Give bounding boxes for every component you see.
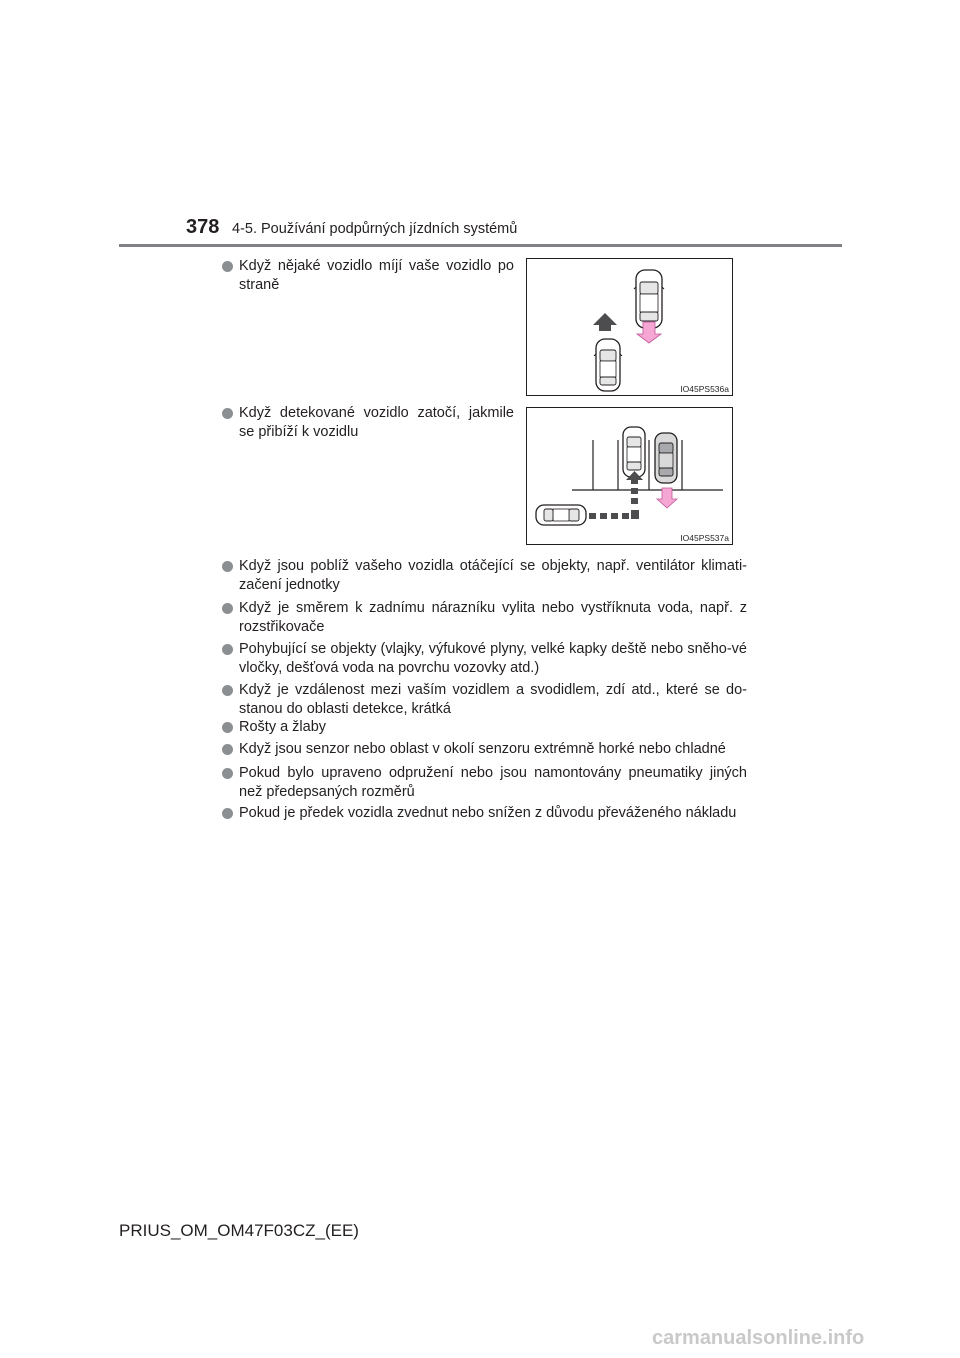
- bullet-icon: [222, 808, 233, 819]
- car-icon: [655, 433, 677, 483]
- bullet-icon: [222, 408, 233, 419]
- list-item: Když je vzdálenost mezi vaším vozidlem a svodidlem, zdí atd., které se do-stanou do oblasti detekce, krátká: [222, 681, 747, 721]
- list-item: Rošty a žlaby: [222, 718, 747, 738]
- car-icon: [594, 339, 622, 391]
- bullet-icon: [222, 685, 233, 696]
- figure-code: IO45PS536a: [680, 384, 729, 394]
- watermark: carmanualsonline.info: [652, 1327, 865, 1349]
- bullet-icon: [222, 603, 233, 614]
- car-icon: [634, 270, 664, 328]
- list-item: Když nějaké vozidlo míjí vaše vozidlo po straně: [222, 257, 514, 297]
- passing-vehicle-diagram: [527, 259, 732, 395]
- list-item: Pokud je předek vozidla zvednut nebo snížen z důvodu převáženého nákladu: [222, 804, 747, 824]
- car-icon: [536, 505, 586, 525]
- bullet-icon: [222, 768, 233, 779]
- figure-turning-vehicle: [526, 407, 733, 545]
- list-item: Když detekované vozidlo zatočí, jakmile se přibíží k vozidlu: [222, 404, 514, 444]
- bullet-icon: [222, 722, 233, 733]
- figure-code: IO45PS537a: [680, 533, 729, 543]
- footer-code: PRIUS_OM_OM47F03CZ_(EE): [119, 1221, 359, 1240]
- list-item: Když jsou senzor nebo oblast v okolí senzoru extrémně horké nebo chladné: [222, 740, 747, 760]
- bullet-icon: [222, 261, 233, 272]
- dotted-path-icon: [589, 488, 639, 519]
- list-item: Když jsou poblíž vašeho vozidla otáčející se objekty, např. ventilátor klimati-začení jednotky: [222, 557, 747, 597]
- car-icon: [623, 427, 645, 477]
- list-item: Pohybující se objekty (vlajky, výfukové plyny, velké kapky deště nebo sněho-vé vločky, dešťová voda na povrchu vozovky atd.): [222, 640, 747, 680]
- list-item: Pokud bylo upraveno odpružení nebo jsou namontovány pneumatiky jiných než předepsaných rozměrů: [222, 764, 747, 804]
- down-arrow-icon: [657, 488, 677, 508]
- page-number: 378: [186, 216, 220, 238]
- figure-passing-vehicle: [526, 258, 733, 396]
- bullet-icon: [222, 644, 233, 655]
- bullet-icon: [222, 561, 233, 572]
- list-item: Když je směrem k zadnímu nárazníku vylita nebo vystříknuta voda, např. z rozstřikovače: [222, 599, 747, 639]
- turning-vehicle-diagram: [527, 408, 732, 544]
- bullet-icon: [222, 744, 233, 755]
- up-arrow-icon: [593, 313, 617, 331]
- section-title: 4-5. Používání podpůrných jízdních systémů: [232, 221, 518, 237]
- header-divider: [119, 244, 842, 247]
